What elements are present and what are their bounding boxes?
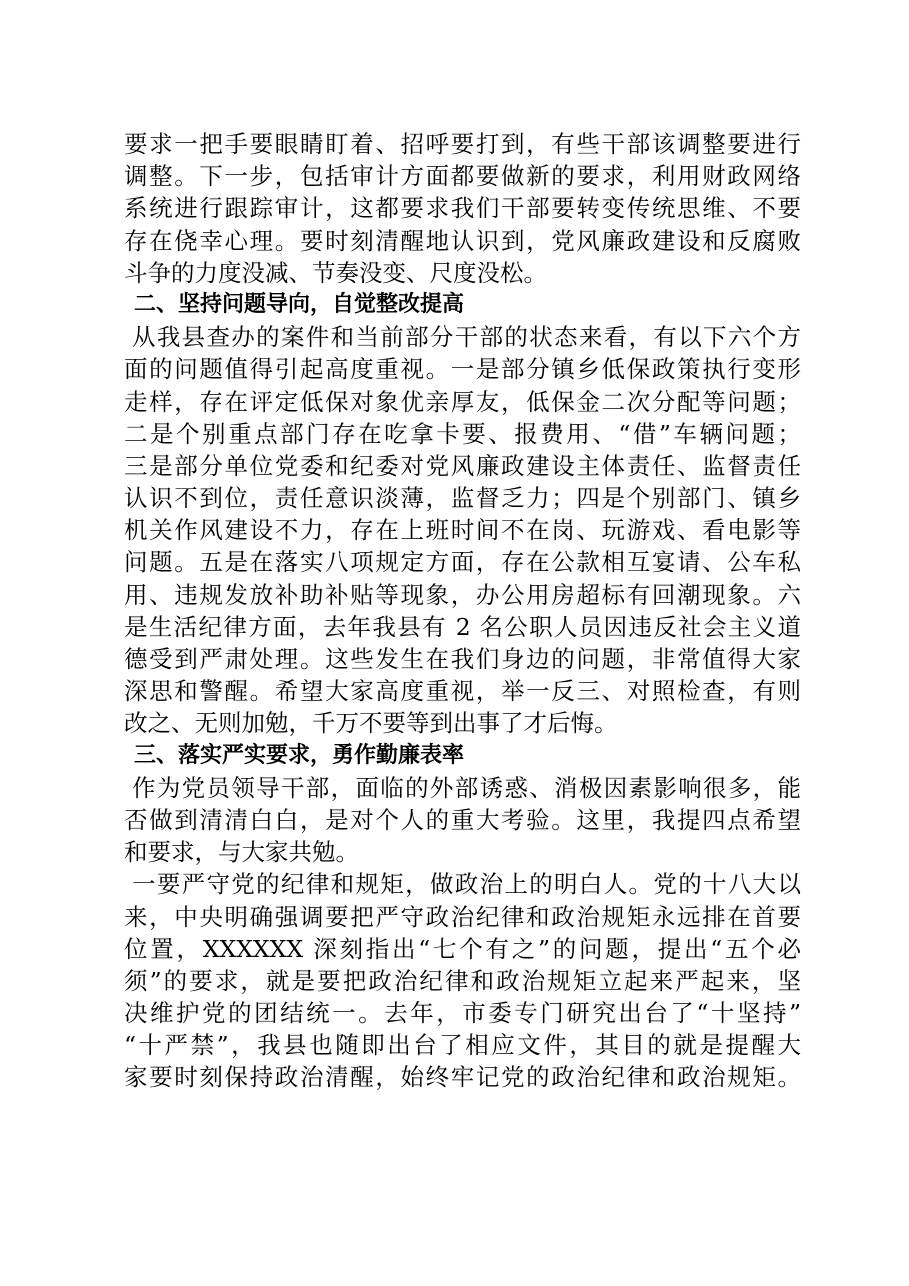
text-line: “十严禁”，我县也随即出台了相应文件，其目的就是提醒大 — [124, 1031, 801, 1060]
text-line: 系统进行跟踪审计，这都要求我们干部要转变传统思维、不要 — [124, 194, 801, 223]
text-line: 深思和警醒。希望大家高度重视，举一反三、对照检查，有则 — [124, 677, 801, 706]
text-line: 要求一把手要眼睛盯着、招呼要打到，有些干部该调整要进行 — [124, 130, 801, 158]
text-line: 位置，XXXXXX 深刻指出“七个有之”的问题，提出“五个必 — [124, 934, 801, 963]
text-line: 用、违规发放补助补贴等现象，办公用房超标有回潮现象。六 — [124, 580, 801, 609]
document-page — [124, 128, 801, 1094]
text-line: 问题。五是在落实八项规定方面，存在公款相互宴请、公车私 — [124, 548, 801, 577]
section-heading-2: 二、坚持问题导向，自觉整改提高 — [134, 291, 465, 317]
text-line: 须”的要求，就是要把政治纪律和政治规矩立起来严起来，坚 — [124, 966, 801, 995]
text-line: 决维护党的团结统一。去年，市委专门研究出台了“十坚持” — [124, 999, 801, 1028]
text-line: 机关作风建设不力，存在上班时间不在岗、玩游戏、看电影等 — [124, 516, 801, 545]
text-line: 走样，存在评定低保对象优亲厚友，低保金二次分配等问题； — [124, 387, 801, 416]
text-line: 和要求，与大家共勉。 — [124, 838, 359, 867]
text-line: 斗争的力度没减、节奏没变、尺度没松。 — [124, 258, 547, 287]
text-line: 从我县查办的案件和当前部分干部的状态来看，有以下六个方 — [132, 323, 801, 352]
text-line: 来，中央明确强调要把严守政治纪律和政治规矩永远排在首要 — [124, 902, 801, 931]
text-line: 否做到清清白白，是对个人的重大考验。这里，我提四点希望 — [124, 805, 801, 834]
text-line: 家要时刻保持政治清醒，始终牢记党的政治纪律和政治规矩。 — [124, 1063, 801, 1092]
text-line: 一要严守党的纪律和规矩，做政治上的明白人。党的十八大以 — [132, 870, 801, 899]
text-line: 改之、无则加勉，千万不要等到出事了才后悔。 — [124, 709, 618, 738]
text-line: 二是个别重点部门存在吃拿卡要、报费用、“借”车辆问题； — [124, 419, 801, 448]
text-line: 作为党员领导干部，面临的外部诱惑、消极因素影响很多，能 — [132, 773, 801, 802]
text-line: 是生活纪律方面，去年我县有 2 名公职人员因违反社会主义道 — [124, 612, 801, 641]
text-line: 面的问题值得引起高度重视。一是部分镇乡低保政策执行变形 — [124, 355, 801, 384]
text-line: 德受到严肃处理。这些发生在我们身边的问题，非常值得大家 — [124, 645, 801, 673]
text-line: 认识不到位，责任意识淡薄，监督乏力；四是个别部门、镇乡 — [124, 484, 801, 513]
section-heading-3: 三、落实严实要求，勇作勤廉表率 — [134, 742, 465, 768]
text-line: 调整。下一步，包括审计方面都要做新的要求，利用财政网络 — [124, 162, 801, 191]
text-line: 三是部分单位党委和纪委对党风廉政建设主体责任、监督责任 — [124, 451, 801, 480]
text-line: 存在侥幸心理。要时刻清醒地认识到，党风廉政建设和反腐败 — [124, 226, 801, 255]
